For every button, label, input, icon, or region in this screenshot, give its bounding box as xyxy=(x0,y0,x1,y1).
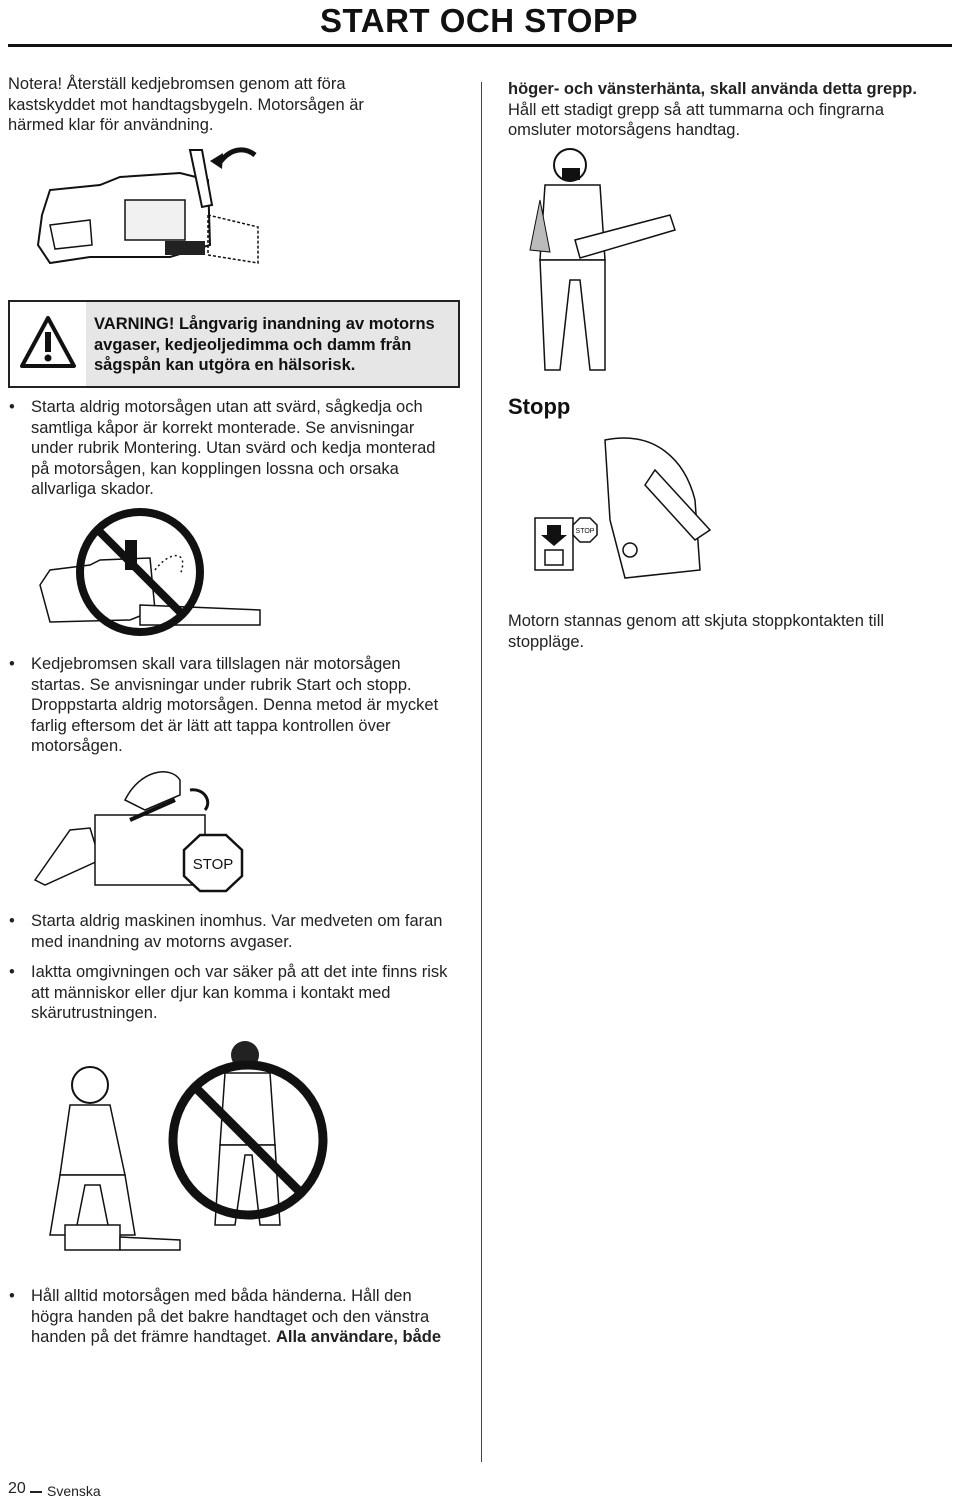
footer-dash xyxy=(30,1491,42,1493)
list-item xyxy=(9,654,451,757)
continued-paragraph xyxy=(508,79,948,141)
continued-normal: Håll ett stadigt grepp så att tummarna och fingrarna omsluter motorsågens handtag. xyxy=(508,100,885,139)
stopp-heading: Stopp xyxy=(508,394,571,419)
warning-box xyxy=(8,300,460,388)
warning-text-area xyxy=(86,302,458,386)
footer-language: Svenska xyxy=(47,1483,101,1499)
warning-triangle-icon xyxy=(18,314,78,372)
bullet-dot: • xyxy=(9,912,15,930)
list-item xyxy=(9,1286,456,1348)
bullet-dot: • xyxy=(9,1287,15,1305)
list-item xyxy=(9,962,451,1024)
drop-start-illustration xyxy=(30,760,250,900)
stop-sign-text: STOP xyxy=(192,856,234,873)
chainsaw-brake-illustration xyxy=(30,145,260,280)
no-start-without-bar-illustration xyxy=(30,510,270,640)
warning-text: VARNING! Långvarig inandning av motorns avgaser, kedjeoljedimma och damm från sågspån kan utgöra en hälsorisk. xyxy=(94,315,435,374)
stopp-paragraph: Motorn stannas genom att skjuta stoppkontakten till stoppläge. xyxy=(508,612,885,651)
list-item-text: Starta aldrig motorsågen utan att svärd, sågkedja och samtliga kåpor är korrekt monterade. Se anvisningar under rubrik Montering. Utan svärd och kedja monterad på motorsågen, kan kopplingen lossna och orsaka allvarliga skador. xyxy=(31,398,436,498)
bullet-dot: • xyxy=(9,655,15,673)
list-item-text: Håll alltid motorsågen med båda händerna. Håll den högra handen på det bakre handtaget och den vänstra handen på det främre handtaget. xyxy=(31,1287,430,1346)
operator-grip-illustration xyxy=(520,140,680,380)
list-item-text: Kedjebromsen skall vara tillslagen när motorsågen startas. Se anvisningar under rubrik Start och stopp. Droppstarta aldrig motorsågen. Denna metod är mycket farlig eftersom det är lätt att tappa kontrollen över motorsågen. xyxy=(31,655,439,755)
list-item xyxy=(9,397,451,500)
bullet-dot: • xyxy=(9,398,15,416)
warning-icon-area xyxy=(10,302,86,386)
page-number: 20 xyxy=(8,1480,26,1497)
list-item xyxy=(9,911,451,952)
bystander-safety-illustration xyxy=(30,1025,360,1275)
header-rule xyxy=(8,44,952,47)
page-title: START OCH STOPP xyxy=(320,2,638,39)
continued-bold: höger- och vänsterhänta, skall använda detta grepp. xyxy=(508,80,917,98)
list-item-text: Iaktta omgivningen och var säker på att det inte finns risk att människor eller djur kan komma i kontakt med skärutrustningen. xyxy=(31,963,448,1022)
note-paragraph: Notera! Återställ kedjebromsen genom att föra kastskyddet mot handtagsbygeln. Motorsågen är härmed klar för användning. xyxy=(8,75,364,134)
column-divider xyxy=(481,82,482,1462)
bullet-dot: • xyxy=(9,963,15,981)
list-item-text: Starta aldrig maskinen inomhus. Var medveten om faran med inandning av motorns avgaser. xyxy=(31,912,443,951)
stop-sign-small-text: STOP xyxy=(575,528,595,535)
list-item-text-bold: Alla användare, både xyxy=(275,1328,442,1346)
stop-switch-illustration xyxy=(535,430,715,580)
